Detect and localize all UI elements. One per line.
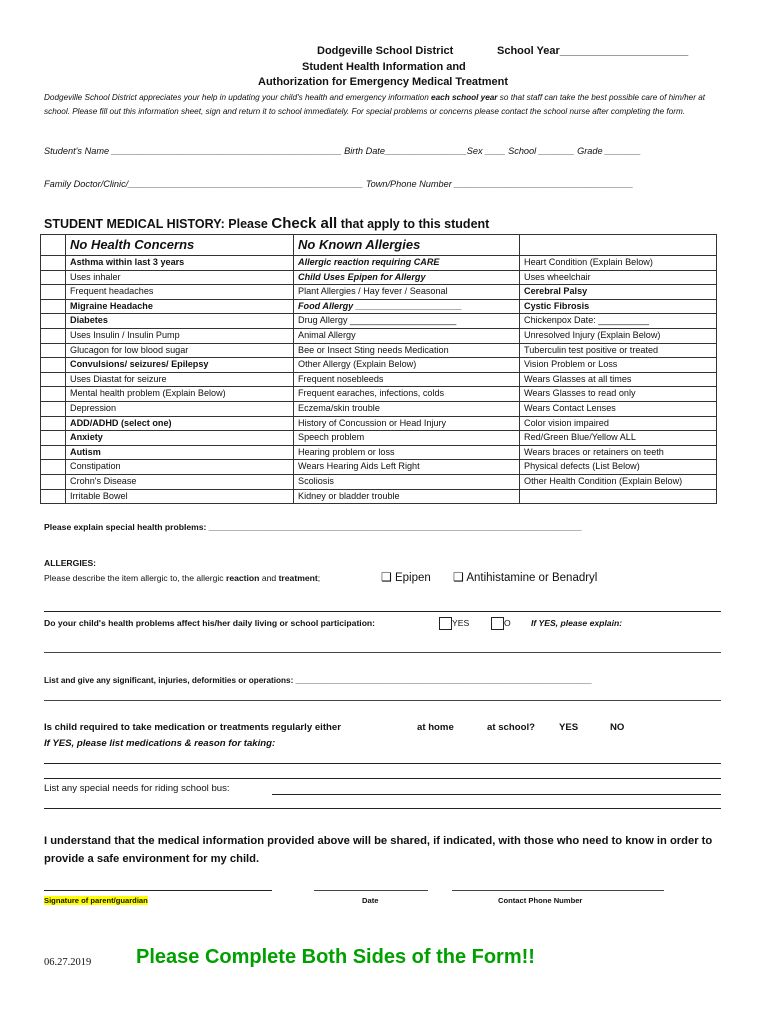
condition-cell[interactable]: Frequent headaches xyxy=(66,285,294,300)
condition-cell[interactable]: Migraine Headache xyxy=(66,299,294,314)
table-row xyxy=(41,460,717,475)
condition-cell[interactable]: Cerebral Palsy xyxy=(520,285,717,300)
condition-cell[interactable]: Vision Problem or Loss xyxy=(520,358,717,373)
table-row xyxy=(41,256,717,271)
condition-cell[interactable]: Frequent nosebleeds xyxy=(294,372,520,387)
medication-list-label: If YES, please list medications & reason for taking: xyxy=(44,738,276,749)
condition-cell[interactable]: Cystic Fibrosis xyxy=(520,299,717,314)
condition-cell[interactable]: Wears Glasses to read only xyxy=(520,387,717,402)
checkbox-icon[interactable] xyxy=(439,617,452,630)
checkbox-cell[interactable] xyxy=(41,387,66,402)
header-blank xyxy=(520,235,717,256)
condition-cell[interactable]: Speech problem xyxy=(294,431,520,446)
condition-cell[interactable]: Hearing problem or loss xyxy=(294,445,520,460)
daily-no-option[interactable]: O xyxy=(491,617,511,630)
condition-cell[interactable]: Depression xyxy=(66,401,294,416)
allergies-description: Please describe the item allergic to, the allergic reaction and treatment; xyxy=(44,573,321,583)
condition-cell[interactable]: Wears Hearing Aids Left Right xyxy=(294,460,520,475)
form-title-line2: Authorization for Emergency Medical Treatment xyxy=(258,76,508,88)
table-header-row xyxy=(41,235,717,256)
table-row xyxy=(41,299,717,314)
table-row xyxy=(41,401,717,416)
checkbox-cell[interactable] xyxy=(41,328,66,343)
condition-cell[interactable]: Kidney or bladder trouble xyxy=(294,489,520,504)
condition-cell[interactable]: Uses inhaler xyxy=(66,270,294,285)
no-health-concerns[interactable]: No Health Concerns xyxy=(66,235,294,256)
condition-cell[interactable]: Constipation xyxy=(66,460,294,475)
table-row xyxy=(41,314,717,329)
table-row xyxy=(41,358,717,373)
signature-line[interactable] xyxy=(44,890,272,891)
condition-cell[interactable]: Other Allergy (Explain Below) xyxy=(294,358,520,373)
form-revision-date: 06.27.2019 xyxy=(44,957,92,968)
condition-cell[interactable]: Color vision impaired xyxy=(520,416,717,431)
date-label: Date xyxy=(362,896,379,905)
condition-cell[interactable]: Scoliosis xyxy=(294,474,520,489)
epipen-option[interactable]: ❑ Epipen xyxy=(381,570,431,584)
at-home-option[interactable]: at home xyxy=(417,722,454,733)
at-school-option[interactable]: at school? xyxy=(487,722,535,733)
date-line[interactable] xyxy=(314,890,428,891)
checkbox-cell[interactable] xyxy=(41,285,66,300)
condition-cell[interactable]: Heart Condition (Explain Below) xyxy=(520,256,717,271)
condition-cell[interactable]: Eczema/skin trouble xyxy=(294,401,520,416)
medical-history-table xyxy=(40,234,717,504)
condition-cell[interactable]: Wears braces or retainers on teeth xyxy=(520,445,717,460)
condition-cell[interactable]: Crohn's Disease xyxy=(66,474,294,489)
medical-history-title: STUDENT MEDICAL HISTORY: Please Check all that apply to this student xyxy=(44,215,490,232)
condition-cell[interactable]: ADD/ADHD (select one) xyxy=(66,416,294,431)
table-row xyxy=(41,489,717,504)
condition-cell[interactable]: Diabetes xyxy=(66,314,294,329)
condition-cell[interactable]: Uses Insulin / Insulin Pump xyxy=(66,328,294,343)
table-row xyxy=(41,474,717,489)
family-doctor-line[interactable]: Family Doctor/Clinic/______________________________________________ Town/Phone Number ___________________________________ xyxy=(44,179,634,189)
medication-yes-option[interactable]: YES xyxy=(559,722,579,733)
checkbox-cell[interactable] xyxy=(41,343,66,358)
allergies-title: ALLERGIES: xyxy=(44,558,97,568)
condition-cell[interactable]: Asthma within last 3 years xyxy=(66,256,294,271)
checkbox-cell[interactable] xyxy=(41,256,66,271)
injuries-field[interactable]: List and give any significant, injuries, deformities or operations: _________________________________________________________________ xyxy=(44,676,592,685)
medication-line-2[interactable] xyxy=(44,778,721,779)
condition-cell[interactable]: Anxiety xyxy=(66,431,294,446)
daily-living-question: Do your child's health problems affect his/her daily living or school participation: xyxy=(44,618,376,628)
checkbox-cell[interactable] xyxy=(41,489,66,504)
checkbox-cell[interactable] xyxy=(41,358,66,373)
condition-cell[interactable]: Wears Contact Lenses xyxy=(520,401,717,416)
condition-cell[interactable]: Plant Allergies / Hay fever / Seasonal xyxy=(294,285,520,300)
medication-question: Is child required to take medication or treatments regularly either xyxy=(44,722,341,733)
signature-label: Signature of parent/guardian xyxy=(44,896,148,905)
bus-needs-label: List any special needs for riding school bus: xyxy=(44,783,230,794)
condition-cell[interactable]: History of Concussion or Head Injury xyxy=(294,416,520,431)
daily-answer-line[interactable] xyxy=(44,652,721,653)
antihistamine-option[interactable]: ❑ Antihistamine or Benadryl xyxy=(453,570,598,584)
checkbox-cell[interactable] xyxy=(41,416,66,431)
phone-line[interactable] xyxy=(452,890,664,891)
table-row xyxy=(41,431,717,446)
student-info-line[interactable]: Student's Name _____________________________________________ Birth Date________________Sex ____ School _______ Grade _______ xyxy=(44,146,641,156)
condition-cell[interactable]: Wears Glasses at all times xyxy=(520,372,717,387)
consent-statement: I understand that the medical information provided above will be shared, if indicated, with those who need to know in order to provide a safe environment for my child. xyxy=(44,835,713,865)
checkbox-cell[interactable] xyxy=(41,270,66,285)
checkbox-cell[interactable] xyxy=(41,474,66,489)
table-row xyxy=(41,387,717,402)
table-row xyxy=(41,270,717,285)
condition-cell[interactable]: Tuberculin test positive or treated xyxy=(520,343,717,358)
condition-cell[interactable]: Child Uses Epipen for Allergy xyxy=(294,270,520,285)
medication-no-option[interactable]: NO xyxy=(610,722,625,733)
school-year-field[interactable]: School Year_____________________ xyxy=(497,45,689,57)
condition-cell[interactable]: Bee or Insect Sting needs Medication xyxy=(294,343,520,358)
condition-cell[interactable]: Unresolved Injury (Explain Below) xyxy=(520,328,717,343)
table-row xyxy=(41,343,717,358)
history-rows xyxy=(41,256,717,504)
checkbox-cell[interactable] xyxy=(41,235,66,256)
contact-phone-label: Contact Phone Number xyxy=(498,896,583,905)
condition-cell[interactable]: Autism xyxy=(66,445,294,460)
intro-paragraph: Dodgeville School District appreciates your help in updating your child's health and emergency information each school year so that staff can take the best possible care of him/her at school. Please fill out this information sheet, sign and return it to school immediately. For special problems or concerns please contact the school nurse after completing the form. xyxy=(44,93,706,117)
table-row xyxy=(41,445,717,460)
condition-cell[interactable]: Other Health Condition (Explain Below) xyxy=(520,474,717,489)
condition-cell[interactable]: Animal Allergy xyxy=(294,328,520,343)
condition-cell[interactable]: Mental health problem (Explain Below) xyxy=(66,387,294,402)
condition-cell[interactable]: Food Allergy _____________________ xyxy=(294,299,520,314)
injuries-answer-line[interactable] xyxy=(44,700,721,701)
condition-cell[interactable]: Drug Allergy _____________________ xyxy=(294,314,520,329)
condition-cell[interactable]: Chickenpox Date: __________ xyxy=(520,314,717,329)
condition-cell[interactable]: Allergic reaction requiring CARE xyxy=(294,256,520,271)
medication-line-1[interactable] xyxy=(44,763,721,764)
table-row xyxy=(41,328,717,343)
no-known-allergies[interactable]: No Known Allergies xyxy=(294,235,520,256)
condition-cell[interactable]: Red/Green Blue/Yellow ALL xyxy=(520,431,717,446)
checkbox-cell[interactable] xyxy=(41,460,66,475)
checkbox-icon[interactable]: ❑ xyxy=(381,570,392,584)
bus-answer-line-1[interactable] xyxy=(272,794,721,795)
daily-explain-label: If YES, please explain: xyxy=(531,618,623,628)
form-title-line1: Student Health Information and xyxy=(302,61,466,73)
checkbox-cell[interactable] xyxy=(41,431,66,446)
condition-cell[interactable]: Convulsions/ seizures/ Epilepsy xyxy=(66,358,294,373)
table-row xyxy=(41,285,717,300)
table-row xyxy=(41,372,717,387)
condition-cell[interactable]: Glucagon for low blood sugar xyxy=(66,343,294,358)
condition-cell[interactable]: Uses Diastat for seizure xyxy=(66,372,294,387)
checkbox-cell[interactable] xyxy=(41,445,66,460)
checkbox-icon[interactable] xyxy=(491,617,504,630)
condition-cell xyxy=(520,489,717,504)
daily-yes-option[interactable]: YES xyxy=(439,617,469,630)
checkbox-cell[interactable] xyxy=(41,401,66,416)
condition-cell[interactable]: Frequent earaches, infections, colds xyxy=(294,387,520,402)
condition-cell[interactable]: Uses wheelchair xyxy=(520,270,717,285)
checkbox-cell[interactable] xyxy=(41,314,66,329)
bus-answer-line-2[interactable] xyxy=(44,808,721,809)
checkbox-cell[interactable] xyxy=(41,372,66,387)
table-row xyxy=(41,416,717,431)
district-name: Dodgeville School District xyxy=(317,45,454,57)
allergy-answer-line[interactable] xyxy=(44,611,721,612)
checkbox-icon[interactable]: ❑ xyxy=(453,570,464,584)
condition-cell[interactable]: Irritable Bowel xyxy=(66,489,294,504)
condition-cell[interactable]: Physical defects (List Below) xyxy=(520,460,717,475)
special-health-problems-field[interactable]: Please explain special health problems: ______________________________________________________________________________ xyxy=(44,522,582,532)
complete-both-sides-reminder: Please Complete Both Sides of the Form!! xyxy=(136,946,535,968)
checkbox-cell[interactable] xyxy=(41,299,66,314)
